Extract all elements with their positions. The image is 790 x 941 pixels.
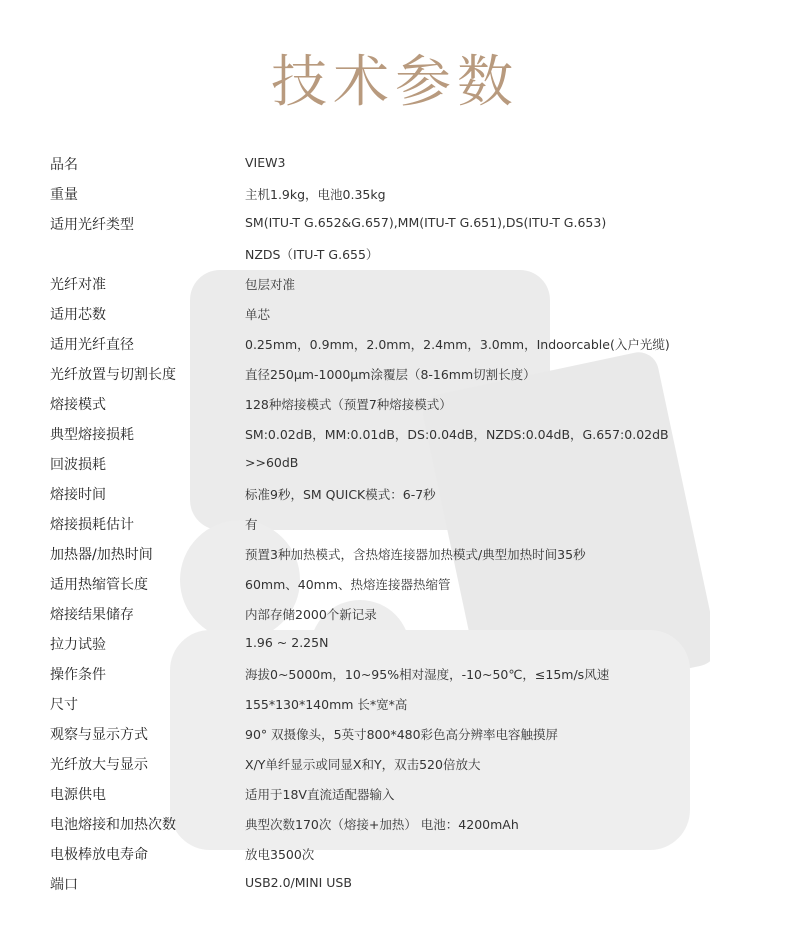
page-title: 技术参数	[271, 50, 519, 115]
spec-label: 光纤放大与显示	[50, 757, 148, 773]
spec-table	[0, 148, 790, 898]
spec-value: 有	[245, 517, 258, 532]
spec-row	[0, 718, 790, 748]
spec-row	[0, 148, 790, 178]
spec-row	[0, 298, 790, 328]
spec-label: 典型熔接损耗	[50, 427, 134, 443]
spec-row	[0, 508, 790, 538]
spec-label: 端口	[50, 877, 78, 893]
spec-row	[0, 688, 790, 718]
spec-row	[0, 658, 790, 688]
spec-value: 1.96 ~ 2.25N	[245, 635, 329, 650]
spec-value: 128种熔接模式（预置7种熔接模式）	[245, 397, 452, 412]
spec-label: 重量	[50, 187, 78, 203]
spec-row	[0, 748, 790, 778]
spec-label: 尺寸	[50, 697, 78, 713]
spec-value: 90° 双摄像头，5英寸800*480彩色高分辨率电容触摸屏	[245, 727, 559, 742]
spec-value: 预置3种加热模式，含热熔连接器加热模式/典型加热时间35秒	[245, 547, 586, 562]
spec-value: 包层对准	[245, 277, 296, 292]
spec-value: NZDS（ITU-T G.655）	[245, 247, 379, 262]
spec-label: 熔接时间	[50, 487, 106, 503]
spec-label: 光纤对准	[50, 277, 106, 293]
spec-label: 适用光纤直径	[50, 337, 134, 353]
spec-label: 适用热缩管长度	[50, 577, 148, 593]
spec-value: 典型次数170次（熔接+加热） 电池：4200mAh	[245, 817, 519, 832]
spec-row	[0, 868, 790, 898]
spec-label: 电极棒放电寿命	[50, 847, 148, 863]
spec-value: 标准9秒，SM QUICK模式：6-7秒	[245, 487, 436, 502]
spec-value: 直径250μm-1000μm涂覆层（8-16mm切割长度）	[245, 367, 536, 382]
spec-label: 熔接模式	[50, 397, 106, 413]
spec-row	[0, 388, 790, 418]
spec-value: >>60dB	[245, 455, 299, 470]
spec-value: 0.25mm，0.9mm，2.0mm，2.4mm，3.0mm，Indoorcable(入户光缆)	[245, 337, 670, 352]
spec-label: 光纤放置与切割长度	[50, 367, 176, 383]
spec-value: 60mm、40mm、热熔连接器热缩管	[245, 577, 451, 592]
spec-row	[0, 598, 790, 628]
spec-value: SM:0.02dB，MM:0.01dB，DS:0.04dB，NZDS:0.04dB，G.657:0.02dB	[245, 427, 669, 442]
spec-label: 适用光纤类型	[50, 217, 134, 233]
spec-row	[0, 208, 790, 238]
spec-label: 适用芯数	[50, 307, 106, 323]
spec-value: 155*130*140mm 长*宽*高	[245, 697, 408, 712]
spec-row	[0, 448, 790, 478]
spec-label: 拉力试验	[50, 637, 106, 653]
spec-label: 回波损耗	[50, 457, 106, 473]
spec-row	[0, 268, 790, 298]
spec-row	[0, 238, 790, 268]
spec-label: 电源供电	[50, 787, 106, 803]
spec-value: X/Y单纤显示或同显X和Y，双击520倍放大	[245, 757, 481, 772]
spec-row	[0, 628, 790, 658]
spec-row	[0, 538, 790, 568]
spec-value: 单芯	[245, 307, 271, 322]
spec-value: 内部存储2000个新记录	[245, 607, 377, 622]
spec-row	[0, 358, 790, 388]
spec-row	[0, 178, 790, 208]
spec-row	[0, 808, 790, 838]
spec-row	[0, 478, 790, 508]
spec-value: SM(ITU-T G.652&G.657),MM(ITU-T G.651),DS(ITU-T G.653)	[245, 215, 607, 230]
spec-label: 熔接结果储存	[50, 607, 134, 623]
spec-label: 操作条件	[50, 667, 106, 683]
spec-value: VIEW3	[245, 155, 286, 170]
spec-value: 主机1.9kg，电池0.35kg	[245, 187, 386, 202]
spec-label: 熔接损耗估计	[50, 517, 134, 533]
spec-value: USB2.0/MINI USB	[245, 875, 352, 890]
spec-row	[0, 838, 790, 868]
spec-value: 海拔0~5000m，10~95%相对湿度，-10~50℃，≤15m/s风速	[245, 667, 610, 682]
spec-value: 放电3500次	[245, 847, 315, 862]
spec-row	[0, 568, 790, 598]
spec-row	[0, 778, 790, 808]
spec-row	[0, 418, 790, 448]
spec-value: 适用于18V直流适配器输入	[245, 787, 395, 802]
spec-label: 加热器/加热时间	[50, 547, 153, 563]
spec-label: 观察与显示方式	[50, 727, 148, 743]
spec-label: 品名	[50, 157, 78, 173]
spec-row	[0, 328, 790, 358]
spec-label: 电池熔接和加热次数	[50, 817, 176, 833]
